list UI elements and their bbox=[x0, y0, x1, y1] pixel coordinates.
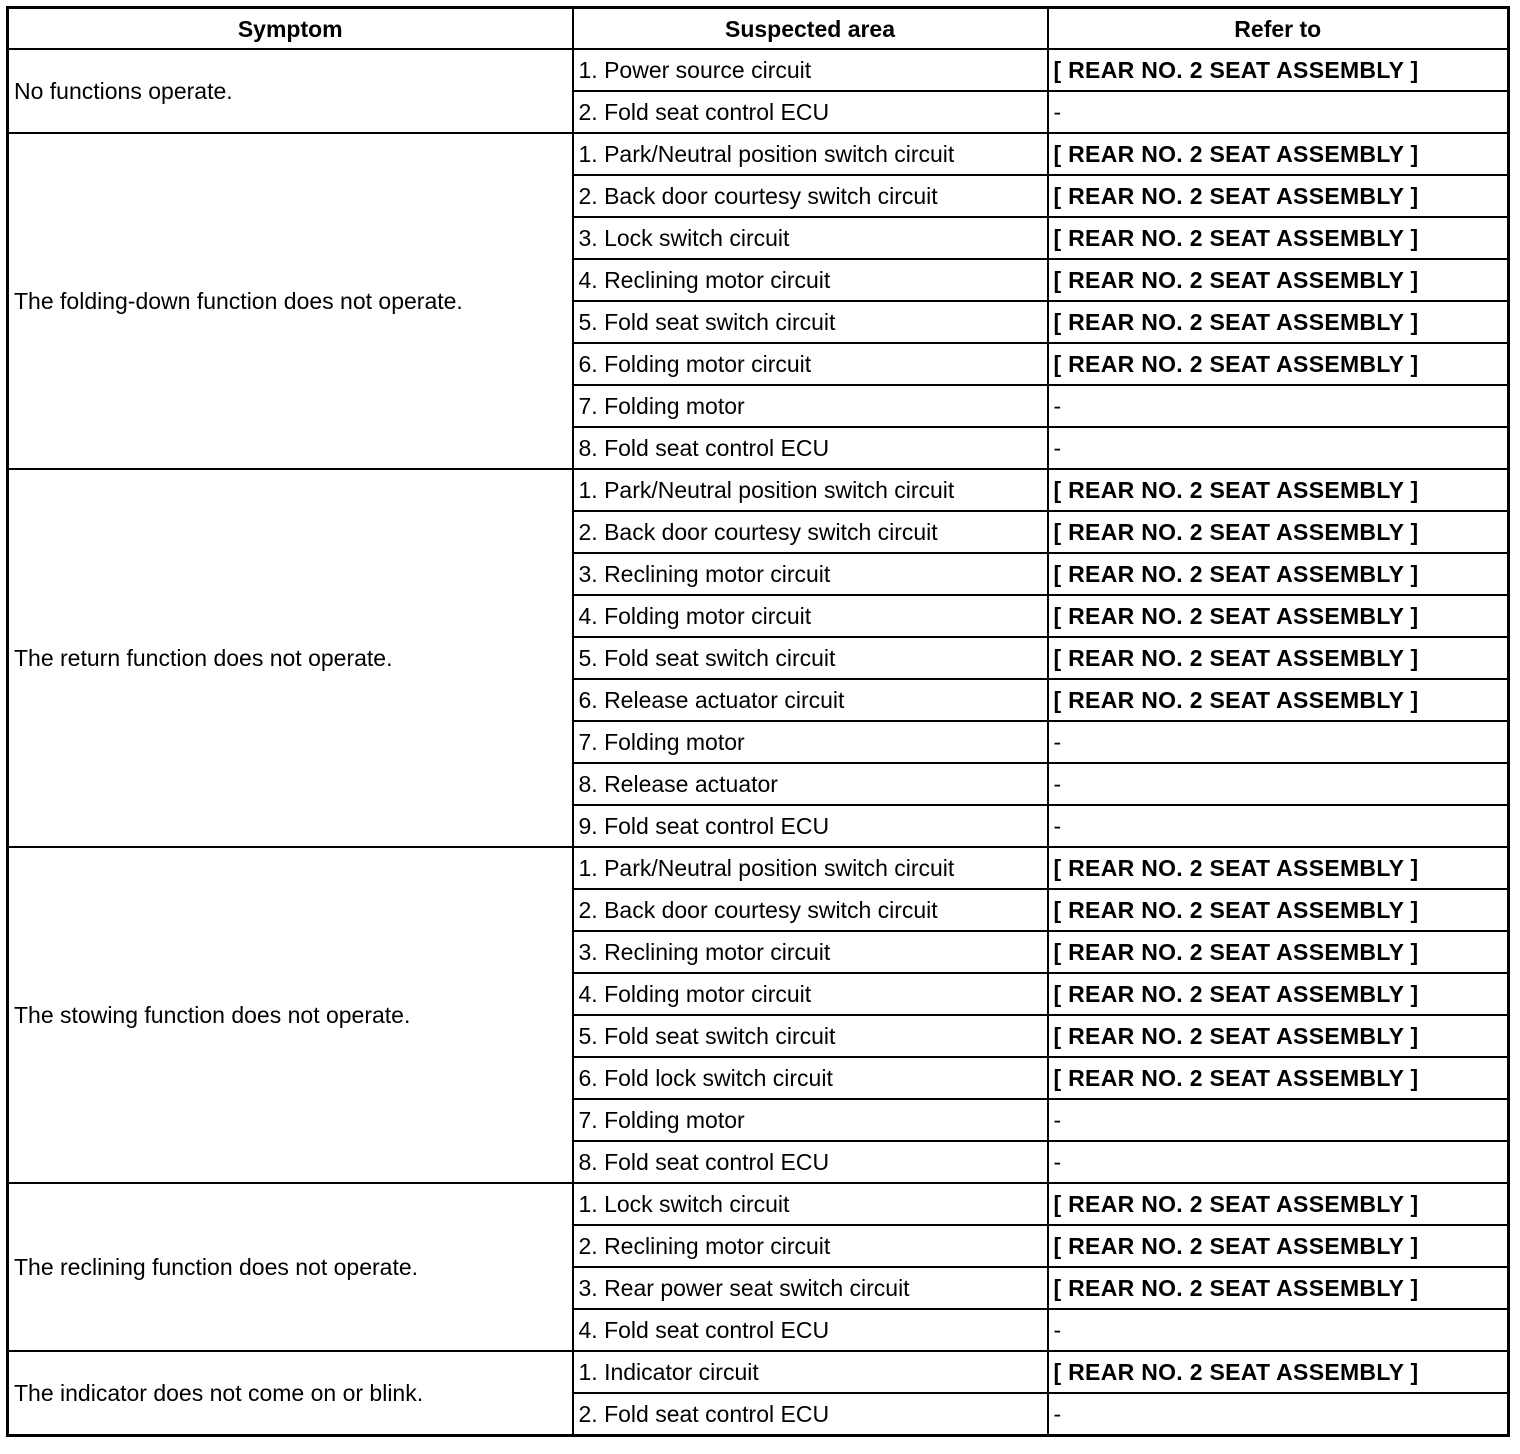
symptom-cell: The reclining function does not operate. bbox=[8, 1183, 573, 1351]
refer-to-link[interactable]: [ REAR NO. 2 SEAT ASSEMBLY ] bbox=[1048, 1351, 1509, 1393]
suspected-area-cell: 1. Indicator circuit bbox=[573, 1351, 1048, 1393]
table-row bbox=[8, 49, 1509, 91]
suspected-area-cell: 8. Fold seat control ECU bbox=[573, 427, 1048, 469]
suspected-area-cell: 6. Fold lock switch circuit bbox=[573, 1057, 1048, 1099]
refer-to-cell: - bbox=[1048, 427, 1509, 469]
suspected-area-cell: 1. Park/Neutral position switch circuit bbox=[573, 133, 1048, 175]
suspected-area-cell: 7. Folding motor bbox=[573, 1099, 1048, 1141]
suspected-area-cell: 4. Folding motor circuit bbox=[573, 973, 1048, 1015]
refer-to-link[interactable]: [ REAR NO. 2 SEAT ASSEMBLY ] bbox=[1048, 343, 1509, 385]
suspected-area-cell: 5. Fold seat switch circuit bbox=[573, 637, 1048, 679]
symptom-cell: The indicator does not come on or blink. bbox=[8, 1351, 573, 1436]
refer-to-link[interactable]: [ REAR NO. 2 SEAT ASSEMBLY ] bbox=[1048, 49, 1509, 91]
table-row bbox=[8, 1351, 1509, 1393]
refer-to-link[interactable]: [ REAR NO. 2 SEAT ASSEMBLY ] bbox=[1048, 847, 1509, 889]
suspected-area-cell: 1. Park/Neutral position switch circuit bbox=[573, 847, 1048, 889]
suspected-area-cell: 2. Reclining motor circuit bbox=[573, 1225, 1048, 1267]
suspected-area-cell: 1. Park/Neutral position switch circuit bbox=[573, 469, 1048, 511]
refer-to-link[interactable]: [ REAR NO. 2 SEAT ASSEMBLY ] bbox=[1048, 217, 1509, 259]
refer-to-link[interactable]: [ REAR NO. 2 SEAT ASSEMBLY ] bbox=[1048, 1057, 1509, 1099]
refer-to-link[interactable]: [ REAR NO. 2 SEAT ASSEMBLY ] bbox=[1048, 679, 1509, 721]
problem-symptoms-table bbox=[6, 6, 1510, 1437]
refer-to-link[interactable]: [ REAR NO. 2 SEAT ASSEMBLY ] bbox=[1048, 1183, 1509, 1225]
suspected-area-cell: 6. Folding motor circuit bbox=[573, 343, 1048, 385]
refer-to-link[interactable]: [ REAR NO. 2 SEAT ASSEMBLY ] bbox=[1048, 931, 1509, 973]
troubleshooting-table-container bbox=[6, 6, 1510, 1437]
refer-to-link[interactable]: [ REAR NO. 2 SEAT ASSEMBLY ] bbox=[1048, 133, 1509, 175]
table-row bbox=[8, 469, 1509, 511]
suspected-area-cell: 3. Rear power seat switch circuit bbox=[573, 1267, 1048, 1309]
refer-to-link[interactable]: [ REAR NO. 2 SEAT ASSEMBLY ] bbox=[1048, 637, 1509, 679]
table-body bbox=[8, 49, 1509, 1436]
suspected-area-cell: 9. Fold seat control ECU bbox=[573, 805, 1048, 847]
refer-to-link[interactable]: [ REAR NO. 2 SEAT ASSEMBLY ] bbox=[1048, 1015, 1509, 1057]
table-row bbox=[8, 1183, 1509, 1225]
suspected-area-cell: 2. Back door courtesy switch circuit bbox=[573, 511, 1048, 553]
suspected-area-cell: 1. Lock switch circuit bbox=[573, 1183, 1048, 1225]
refer-to-link[interactable]: [ REAR NO. 2 SEAT ASSEMBLY ] bbox=[1048, 595, 1509, 637]
refer-to-cell: - bbox=[1048, 385, 1509, 427]
refer-to-link[interactable]: [ REAR NO. 2 SEAT ASSEMBLY ] bbox=[1048, 973, 1509, 1015]
refer-to-link[interactable]: [ REAR NO. 2 SEAT ASSEMBLY ] bbox=[1048, 469, 1509, 511]
refer-to-cell: - bbox=[1048, 1141, 1509, 1183]
refer-to-cell: - bbox=[1048, 1309, 1509, 1351]
suspected-area-cell: 2. Fold seat control ECU bbox=[573, 91, 1048, 133]
suspected-area-cell: 4. Fold seat control ECU bbox=[573, 1309, 1048, 1351]
suspected-area-cell: 3. Reclining motor circuit bbox=[573, 553, 1048, 595]
refer-to-cell: - bbox=[1048, 1099, 1509, 1141]
suspected-area-cell: 8. Fold seat control ECU bbox=[573, 1141, 1048, 1183]
refer-to-link[interactable]: [ REAR NO. 2 SEAT ASSEMBLY ] bbox=[1048, 1225, 1509, 1267]
header-symptom: Symptom bbox=[8, 8, 573, 50]
suspected-area-cell: 1. Power source circuit bbox=[573, 49, 1048, 91]
table-header bbox=[8, 8, 1509, 50]
header-suspected-area: Suspected area bbox=[573, 8, 1048, 50]
refer-to-link[interactable]: [ REAR NO. 2 SEAT ASSEMBLY ] bbox=[1048, 511, 1509, 553]
suspected-area-cell: 2. Fold seat control ECU bbox=[573, 1393, 1048, 1436]
refer-to-cell: - bbox=[1048, 721, 1509, 763]
suspected-area-cell: 7. Folding motor bbox=[573, 721, 1048, 763]
symptom-cell: The stowing function does not operate. bbox=[8, 847, 573, 1183]
table-row bbox=[8, 133, 1509, 175]
refer-to-cell: - bbox=[1048, 805, 1509, 847]
refer-to-link[interactable]: [ REAR NO. 2 SEAT ASSEMBLY ] bbox=[1048, 175, 1509, 217]
suspected-area-cell: 4. Folding motor circuit bbox=[573, 595, 1048, 637]
suspected-area-cell: 2. Back door courtesy switch circuit bbox=[573, 889, 1048, 931]
suspected-area-cell: 6. Release actuator circuit bbox=[573, 679, 1048, 721]
suspected-area-cell: 5. Fold seat switch circuit bbox=[573, 1015, 1048, 1057]
symptom-cell: The return function does not operate. bbox=[8, 469, 573, 847]
suspected-area-cell: 7. Folding motor bbox=[573, 385, 1048, 427]
refer-to-cell: - bbox=[1048, 1393, 1509, 1436]
suspected-area-cell: 3. Lock switch circuit bbox=[573, 217, 1048, 259]
header-refer-to: Refer to bbox=[1048, 8, 1509, 50]
header-row bbox=[8, 8, 1509, 50]
symptom-cell: No functions operate. bbox=[8, 49, 573, 133]
table-row bbox=[8, 847, 1509, 889]
suspected-area-cell: 4. Reclining motor circuit bbox=[573, 259, 1048, 301]
refer-to-link[interactable]: [ REAR NO. 2 SEAT ASSEMBLY ] bbox=[1048, 553, 1509, 595]
refer-to-link[interactable]: [ REAR NO. 2 SEAT ASSEMBLY ] bbox=[1048, 301, 1509, 343]
suspected-area-cell: 3. Reclining motor circuit bbox=[573, 931, 1048, 973]
refer-to-link[interactable]: [ REAR NO. 2 SEAT ASSEMBLY ] bbox=[1048, 259, 1509, 301]
refer-to-link[interactable]: [ REAR NO. 2 SEAT ASSEMBLY ] bbox=[1048, 889, 1509, 931]
refer-to-link[interactable]: [ REAR NO. 2 SEAT ASSEMBLY ] bbox=[1048, 1267, 1509, 1309]
suspected-area-cell: 5. Fold seat switch circuit bbox=[573, 301, 1048, 343]
symptom-cell: The folding-down function does not operate. bbox=[8, 133, 573, 469]
suspected-area-cell: 2. Back door courtesy switch circuit bbox=[573, 175, 1048, 217]
refer-to-cell: - bbox=[1048, 763, 1509, 805]
refer-to-cell: - bbox=[1048, 91, 1509, 133]
suspected-area-cell: 8. Release actuator bbox=[573, 763, 1048, 805]
